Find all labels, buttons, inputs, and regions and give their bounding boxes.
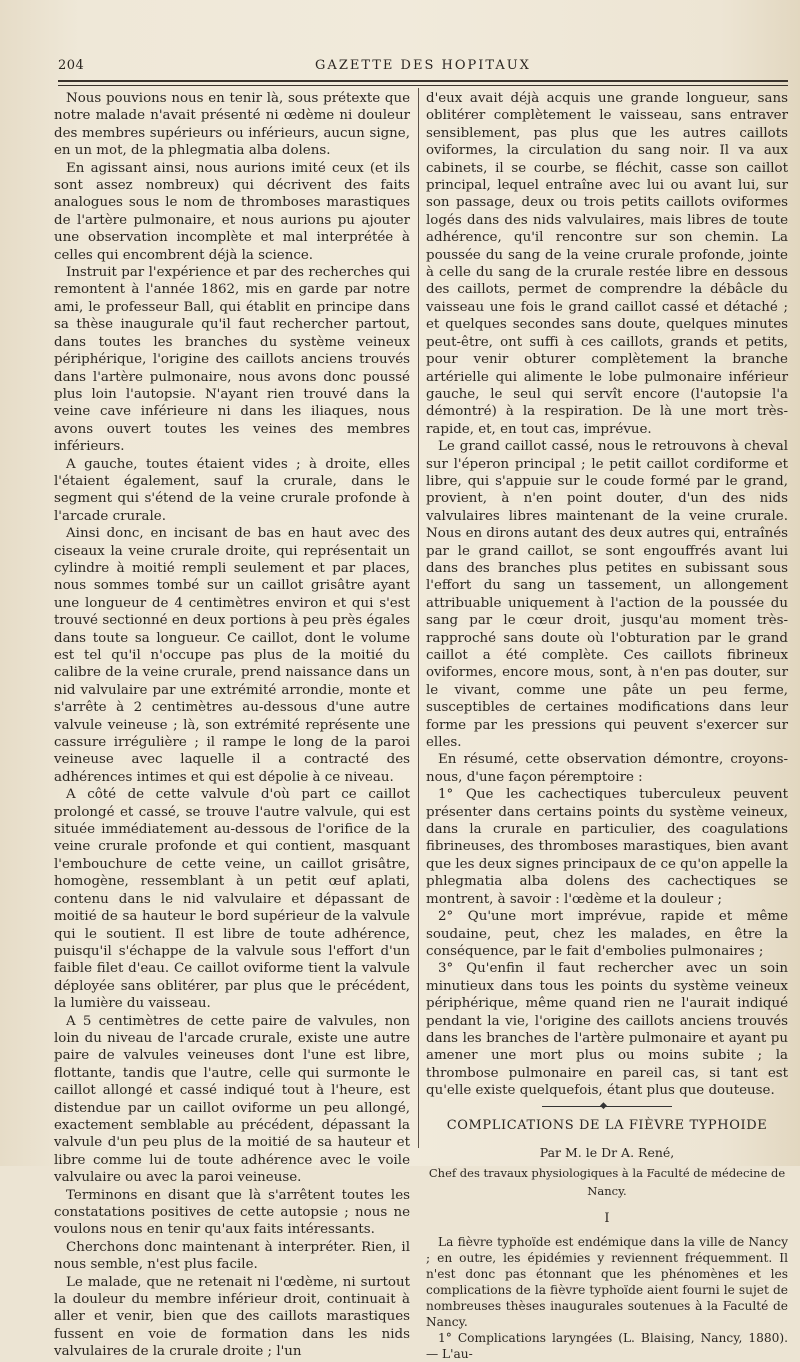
- paragraph: Nous pouvions nous en tenir là, sous prétexte que notre malade n'avait présenté ni œdème ni douleur des membres supérieurs ou inférieurs, aucun signe, en un mot, de la phlegmatia alba dolens.: [54, 91, 410, 159]
- paragraph: d'eux avait déjà acquis une grande longueur, sans oblitérer complètement le vaisseau, sans entraver sensiblement, pas plus que les autres caillots oviformes, la circulation du sang noir. Il va aux cabinets, il se courbe, se fléchit, casse son caillot principal, lequel entraîne avec lui ou avant lui, sur son passage, deux ou trois petits caillots oviformes logés dans des nids valvulaires, mais libres de toute adhérence, qu'il rencontre sur son chemin. La poussée du sang de la veine crurale profonde, jointe à celle du sang de la crurale restée libre en dessous des caillots, permet de comprendre la débâcle du vaisseau une fois le grand caillot cassé et détaché ; et quelques secondes sans doute, quelques minutes peut-être, ont suffi à ces caillots, grands et petits, pour venir obturer complètement la branche artérielle qui alimente le lobe pulmonaire inférieur gauche, le seul qui servît encore (l'autopsie l'a démontré) à la respiration. De là une mort très-rapide, et, en tout cas, imprévue.: [426, 91, 788, 437]
- header-rule: [58, 80, 788, 82]
- paragraph: Cherchons donc maintenant à interpréter. Rien, il nous semble, n'est plus facile.: [54, 1239, 410, 1273]
- section-number: I: [604, 1211, 610, 1227]
- paragraph: A 5 centimètres de cette paire de valvules, non loin du niveau de l'arcade crurale, existe une autre paire de valvules veineuses dont l'une est libre, flottante, tandis que l'autre, celle qui surmonte le caillot allongé et cassé indiqué tout à l'heure, est distendue par un caillot oviforme un peu allongé, exactement semblable au précédent, dépassant la valvule d'un peu plus de la moitié de sa hauteur et libre comme lui de toute adhérence avec le voile valvulaire ou avec la paroi veineuse.: [54, 1013, 410, 1186]
- article-affiliation: Chef des travaux physiologiques à la Faculté de médecine de Nancy.: [428, 1166, 786, 1198]
- paragraph: 1° Que les cachectiques tuberculeux peuvent présenter dans certains points du système veineux, dans la crurale en particulier, des coagulations fibrineuses, des thromboses marastiques, bien avant que les deux signes principaux de ce qu'on appelle la phlegmatia alba dolens des cachectiques se montrent, à savoir : l'œdème et la douleur ;: [426, 787, 789, 907]
- paragraph: En résumé, cette observation démontre, croyons-nous, d'une façon péremptoire :: [426, 752, 788, 785]
- paragraph: 3° Qu'enfin il faut rechercher avec un soin minutieux dans tous les points du système veineux périphérique, même quand rien ne l'aurait indiqué pendant la vie, l'origine des caillots anciens trouvés dans les branches de l'artère pulmonaire et ayant pu amener une mort plus ou moins subite ; la thrombose pulmonaire en pareil cas, si tant est qu'elle existe quelquefois, étant plus que douteuse.: [426, 961, 788, 1099]
- paragraph: A gauche, toutes étaient vides ; à droite, elles l'étaient également, sauf la crurale, dans le segment qui s'étend de la veine crurale profonde à l'arcade crurale.: [54, 456, 410, 524]
- paragraph: En agissant ainsi, nous aurions imité ceux (et ils sont assez nombreux) qui décrivent des faits analogues sous le nom de thromboses marastiques de l'artère pulmonaire, et nous aurions pu ajouter une observation incomplète et mal interprétée à celles qui encombrent déjà la science.: [54, 160, 410, 263]
- article-title: COMPLICATIONS DE LA FIÈVRE TYPHOIDE: [446, 1117, 768, 1133]
- paragraph: La fièvre typhoïde est endémique dans la ville de Nancy ; en outre, les épidémies y reviennent fréquemment. Il n'est donc pas étonnant que les phénomènes et les complications de la fièvre typhoïde aient fourni le sujet de nombreuses thèses inaugurales soutenues à la Faculté de Nancy.: [426, 1234, 788, 1329]
- header-rule-thin: [58, 85, 788, 86]
- right-column: [426, 90, 788, 1362]
- page-header: [58, 58, 788, 78]
- paragraph: Ainsi donc, en incisant de bas en haut avec des ciseaux la veine crurale droite, qui représentait un cylindre à moitié rempli seulement et par places, nous sommes tombé sur un caillot grisâtre ayant une longueur de 4 centimètres environ et qui s'est trouvé sectionné en deux portions à peu près égales dans toute sa longueur. Ce caillot, dont le volume est tel qu'il n'occupe pas plus de la moitié du calibre de la veine crurale, prend naissance dans un nid valvulaire par une extrémité arrondie, monte et s'arrête à 2 centimètres au-dessous d'une autre valvule veineuse ; là, son extrémité représente une cassure irrégulière ; il rampe le long de la paroi veineuse avec laquelle il a contracté des adhérences intimes et qui est dépolie à ce niveau.: [54, 526, 410, 785]
- paragraph: 1° Complications laryngées (L. Blaising, Nancy, 1880). — L'au-: [426, 1330, 788, 1361]
- article-author: Par M. le Dr A. René,: [539, 1144, 675, 1160]
- running-title: GAZETTE DES HOPITAUX: [315, 58, 531, 73]
- paragraph: 2° Qu'une mort imprévue, rapide et même soudaine, peut, chez les malades, en être la conséquence, par le fait d'embolies pulmonaires ;: [426, 909, 788, 959]
- page-number: 204: [58, 58, 85, 73]
- ornamental-separator: [542, 1106, 672, 1107]
- column-divider: [418, 88, 419, 1148]
- paragraph: Instruit par l'expérience et par des recherches qui remontent à l'année 1862, mis en garde par notre ami, le professeur Ball, qui établit en principe dans sa thèse inaugurale qu'il faut rechercher partout, dans toutes les branches du système veineux périphérique, l'origine des caillots anciens trouvés dans l'artère pulmonaire, nous avons donc poussé plus loin l'autopsie. N'ayant rien trouvé dans la veine cave inférieure ni dans les iliaques, nous avons ouvert toutes les veines des membres inférieurs.: [54, 265, 410, 455]
- paragraph: Le grand caillot cassé, nous le retrouvons à cheval sur l'éperon principal ; le petit caillot cordiforme et libre, qui s'appuie sur le coude formé par le grand, provient, à n'en point douter, d'un des nids valvulaires libres maintenant de la veine crurale. Nous en dirons autant des deux autres qui, entraînés par le grand caillot, se sont engouffrés avant lui dans des branches plus petites en subissant sous l'effort du sang un tassement, un allongement attribuable uniquement à l'action de la poussée du sang par le cœur droit, jusqu'au moment très-rapproché sans doute où l'obturation par le grand caillot a été complète. Ces caillots fibrineux oviformes, encore mous, sont, à n'en pas douter, sur le vivant, comme une pâte un peu ferme, susceptibles de certaines modifications dans leur forme par les pressions qui peuvent s'exercer sur elles.: [426, 439, 788, 751]
- paragraph: Terminons en disant que là s'arrêtent toutes les constatations positives de cette autopsie ; nous ne voulons nous en tenir qu'aux faits intéressants.: [54, 1187, 410, 1238]
- paragraph: A côté de cette valvule d'où part ce caillot prolongé et cassé, se trouve l'autre valvule, qui est située immédiatement au-dessous de l'orifice de la veine crurale profonde et qui contient, masquant l'embouchure de cette veine, un caillot grisâtre, homogène, ressemblant à un petit œuf aplati, contenu dans le nid valvulaire et dépassant de moitié de sa hauteur le bord supérieur de la valvule qui le soutient. Il est libre de toute adhérence, puisqu'il s'échappe de la valvule sous l'effort d'un faible filet d'eau. Ce caillot oviforme tient la valvule déployée sans oblitérer, par plus que le précédent, la lumière du vaisseau.: [54, 787, 410, 1012]
- left-column: [54, 90, 410, 1361]
- paragraph: Le malade, que ne retenait ni l'œdème, ni surtout la douleur du membre inférieur droit, continuait à aller et venir, bien que des caillots marastiques fussent en voie de formation dans les nids valvulaires de la crurale droite ; l'un: [54, 1274, 410, 1360]
